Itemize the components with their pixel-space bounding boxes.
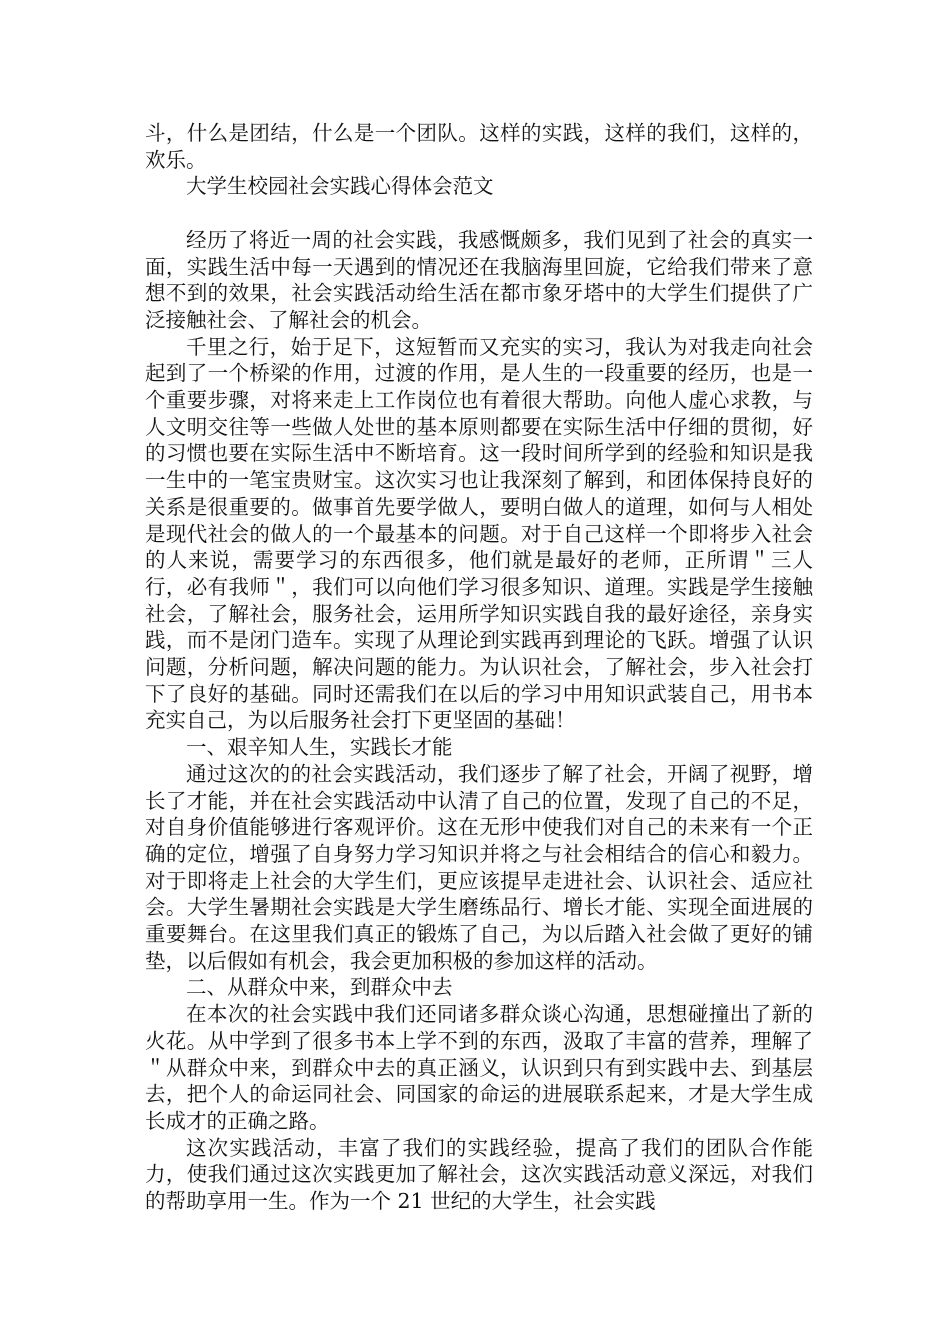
section-2-paragraph: 在本次的社会实践中我们还同诸多群众谈心沟通，思想碰撞出了新的火花。从中学到了很多书本上学不到的东西，汲取了丰富的营养，理解了＂从群众中来，到群众中去的真正涵义，认识到只有到实践中去、到基层去，把个人的命运同社会、同国家的命运的进展联系起来，才是大学生成长成才的正确之路。: [145, 1002, 813, 1133]
article-title: 大学生校园社会实践心得体会范文: [186, 174, 494, 199]
section-1-paragraph: 通过这次的的社会实践活动，我们逐步了解了社会，开阔了视野，增长了才能，并在社会实践活动中认清了自己的位置，发现了自己的不足，对自身价值能够进行客观评价。这在无形中使我们对自己的未来有一个正确的定位，增强了自身努力学习知识并将之与社会相结合的信心和毅力。对于即将走上社会的大学生们，更应该提早走进社会、认识社会、适应社会。大学生暑期社会实践是大学生磨练品行、增长才能、实现全面进展的重要舞台。在这里我们真正的锻炼了自己，为以后踏入社会做了更好的铺垫，以后假如有机会，我会更加积极的参加这样的活动。: [145, 761, 813, 973]
blank-line: [145, 200, 813, 227]
body-paragraph: 千里之行，始于足下，这短暂而又充实的实习，我认为对我走向社会起到了一个桥梁的作用，过渡的作用，是人生的一段重要的经历，也是一个重要步骤，对将来走上工作岗位也有着很大帮助。向他人虚心求教，与人文明交往等一些做人处世的基本原则都要在实际生活中仔细的贯彻，好的习惯也要在实际生活中不断培育。这一段时间所学到的经验和知识是我一生中的一笔宝贵财宝。这次实习也让我深刻了解到，和团体保持良好的关系是很重要的。做事首先要学做人，要明白做人的道理，如何与人相处是现代社会的做人的一个最基本的问题。对于自己这样一个即将步入社会的人来说，需要学习的东西很多，他们就是最好的老师，正所谓＂三人行，必有我师＂，我们可以向他们学习很多知识、道理。实践是学生接触社会，了解社会，服务社会，运用所学知识实践自我的最好途径，亲身实践，而不是闭门造车。实现了从理论到实践再到理论的飞跃。增强了认识问题，分析问题，解决问题的能力。为认识社会，了解社会，步入社会打下了良好的基础。同时还需我们在以后的学习中用知识武装自己，用书本充实自己，为以后服务社会打下更坚固的基础！: [145, 334, 813, 733]
intro-paragraph: 经历了将近一周的社会实践，我感慨颇多，我们见到了社会的真实一面，实践生活中每一天遇到的情况还在我脑海里回旋，它给我们带来了意想不到的效果，社会实践活动给生活在都市象牙塔中的大学生们提供了广泛接触社会、了解社会的机会。: [145, 227, 813, 332]
section-heading-2: 二、从群众中来，到群众中去: [186, 975, 453, 1000]
section-2-paragraph-2: 这次实践活动，丰富了我们的实践经验，提高了我们的团队合作能力，使我们通过这次实践更加了解社会，这次实践活动意义深远，对我们的帮助享用一生。作为一个 21 世纪的大学生，社会实践: [145, 1135, 813, 1214]
continuation-paragraph: 斗，什么是团结，什么是一个团队。这样的实践，这样的我们，这样的，欢乐。: [145, 121, 813, 172]
section-heading-1: 一、艰辛知人生，实践长才能: [186, 735, 453, 760]
document-page: [145, 120, 813, 1215]
